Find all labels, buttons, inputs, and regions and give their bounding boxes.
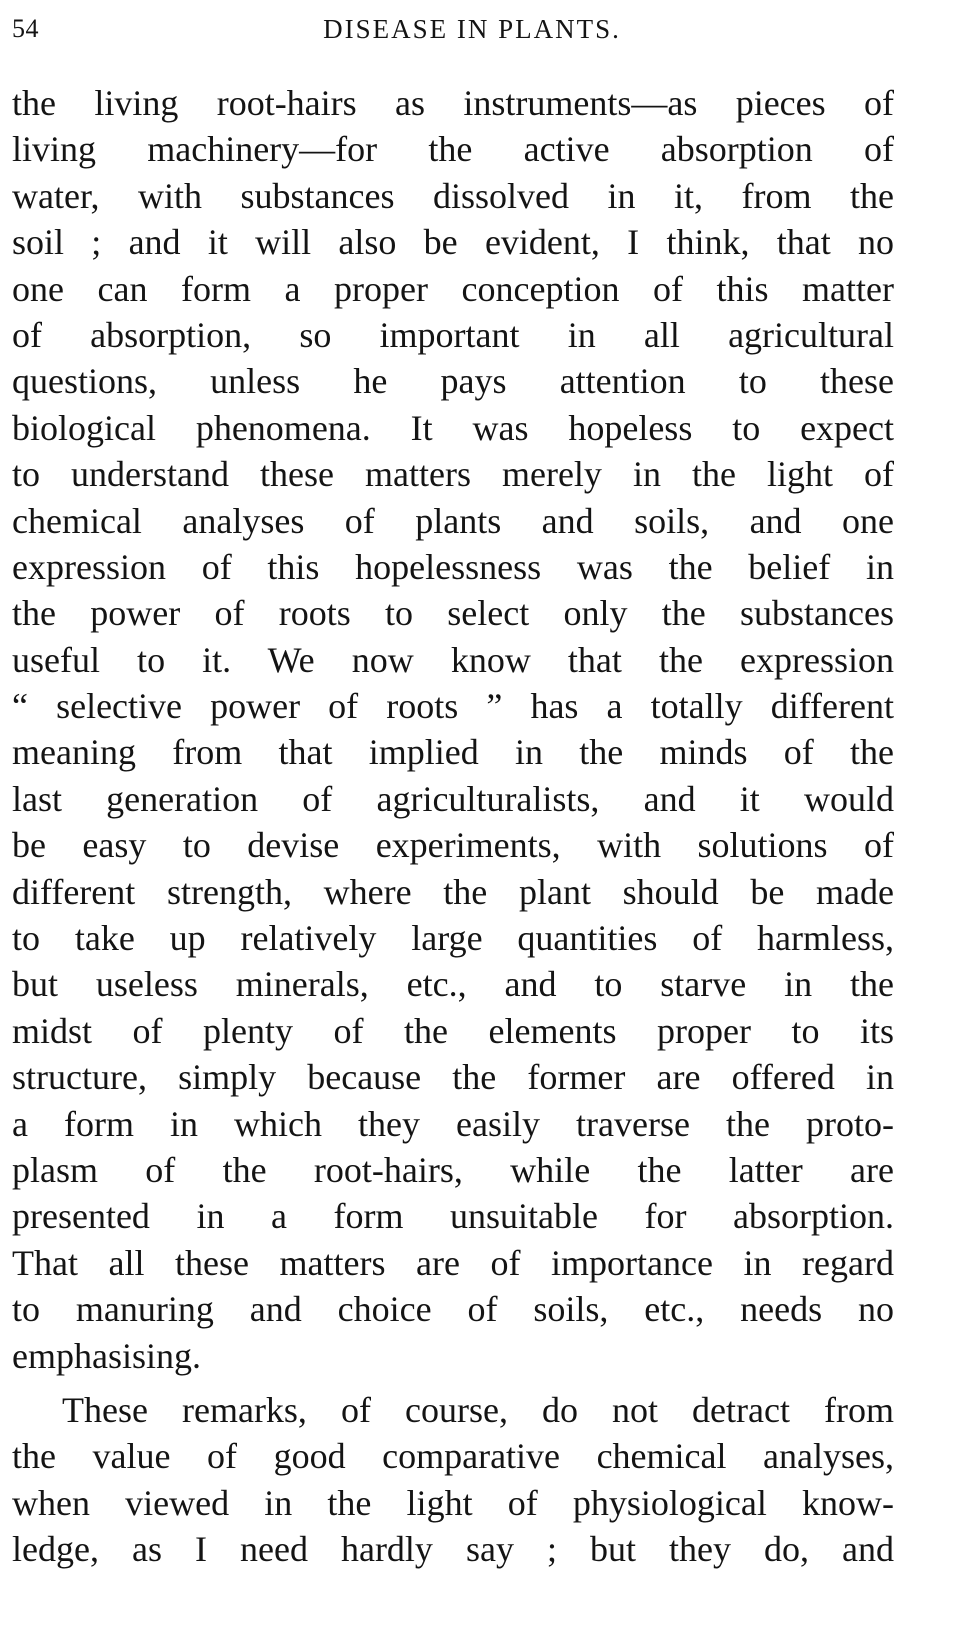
text-line: a form in which they easily traverse the proto- (12, 1103, 894, 1144)
text-line: be easy to devise experiments, with solutions of (12, 825, 894, 866)
text-line: “ selective power of roots ” has a totally different (12, 686, 894, 727)
text-line: one can form a proper conception of this matter (12, 268, 894, 309)
text-line: useful to it. We now know that the expression (12, 639, 894, 680)
text-line: That all these matters are of importance in regard (12, 1242, 894, 1283)
text-line: the living root-hairs as instruments—as pieces of (12, 83, 894, 123)
text-line: chemical analyses of plants and soils, and one (12, 500, 894, 541)
running-head (12, 6, 932, 50)
text-line: living machinery—for the active absorption of (12, 129, 894, 170)
text-line: midst of plenty of the elements proper to its (12, 1010, 894, 1051)
text-line: water, with substances dissolved in it, from the (12, 175, 894, 216)
text-line: to understand these matters merely in the light of (12, 454, 894, 495)
running-title: DISEASE IN PLANTS. (323, 14, 621, 44)
text-line: to manuring and choice of soils, etc., needs no (12, 1289, 894, 1330)
text-line: biological phenomena. It was hopeless to expect (12, 407, 894, 448)
page-number: 54 (12, 14, 39, 43)
text-line: the power of roots to select only the substances (12, 593, 894, 634)
text-line: ledge, as I need hardly say ; but they do, and (12, 1529, 894, 1570)
text-line: emphasising. (12, 1335, 201, 1376)
text-line: presented in a form unsuitable for absorption. (12, 1196, 894, 1237)
paragraph-gap (12, 1379, 894, 1387)
text-line: These remarks, of course, do not detract from (62, 1389, 894, 1430)
body-text (12, 80, 894, 1573)
text-line: but useless minerals, etc., and to starve in the (12, 964, 894, 1005)
text-line: to take up relatively large quantities of harmless, (12, 918, 894, 959)
text-line: plasm of the root-hairs, while the latter are (12, 1149, 894, 1190)
text-line: different strength, where the plant should be made (12, 871, 894, 912)
text-line: last generation of agriculturalists, and it would (12, 778, 894, 819)
paragraph-1 (12, 80, 894, 1379)
text-line: questions, unless he pays attention to these (12, 361, 894, 402)
text-line: the value of good comparative chemical analyses, (12, 1436, 894, 1477)
text-line: structure, simply because the former are offered in (12, 1057, 894, 1098)
text-line: soil ; and it will also be evident, I think, that no (12, 222, 894, 263)
text-line: expression of this hopelessness was the belief in (12, 546, 894, 587)
paragraph-2 (12, 1387, 894, 1573)
text-line: when viewed in the light of physiological know- (12, 1482, 894, 1523)
text-line: of absorption, so important in all agricultural (12, 314, 894, 355)
text-line: meaning from that implied in the minds of the (12, 732, 894, 773)
